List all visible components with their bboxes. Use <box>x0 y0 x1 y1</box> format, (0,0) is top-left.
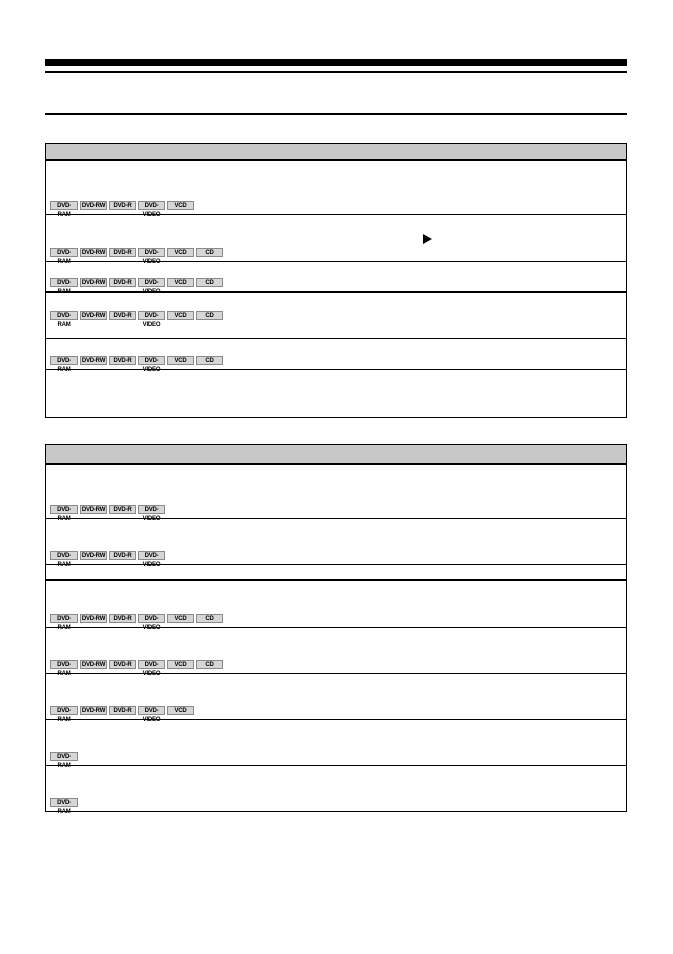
table-row <box>46 161 626 218</box>
vcd-badge: VCD <box>167 201 194 210</box>
dvd-video-badge: DVD-VIDEO <box>138 201 165 210</box>
dvd-ram-badge: DVD-RAM <box>50 798 78 807</box>
table-row <box>46 628 626 677</box>
vcd-badge: VCD <box>167 706 194 715</box>
dvd-rw-badge: DVD-RW <box>81 280 106 286</box>
disc-badges <box>50 278 223 295</box>
dvd-ram-badge: DVD-RAM <box>50 660 78 669</box>
dvd-rw-badge: DVD-RW <box>81 313 106 319</box>
dvd-video-badge: DVD-VIDEO <box>138 660 165 669</box>
table-row <box>46 339 626 373</box>
dvd-rw-badge: DVD-RW <box>81 553 106 559</box>
table-row <box>46 720 626 769</box>
table-1 <box>45 143 627 418</box>
vcd-badge: VCD <box>167 278 194 287</box>
table-row <box>46 370 626 417</box>
disc-badges <box>50 356 223 373</box>
dvd-video-badge: DVD-VIDEO <box>138 551 165 560</box>
dvd-video-badge: DVD-VIDEO <box>138 706 165 715</box>
cd-badge: CD <box>196 311 223 320</box>
dvd-video-badge: DVD-VIDEO <box>138 505 165 514</box>
dvd-r-badge: DVD-R <box>109 614 136 623</box>
vcd-badge: VCD <box>167 311 194 320</box>
cd-badge: CD <box>196 278 223 287</box>
table-row <box>46 465 626 522</box>
table-2 <box>45 444 627 815</box>
dvd-r-badge: DVD-R <box>109 248 136 257</box>
table-row <box>46 766 626 815</box>
dvd-video-badge: DVD-VIDEO <box>138 278 165 287</box>
table-row <box>46 262 626 293</box>
table-1-header <box>46 144 626 161</box>
cd-badge: CD <box>196 248 223 257</box>
disc-badges <box>50 752 78 769</box>
table-row <box>46 674 626 723</box>
disc-badges <box>50 201 194 218</box>
table-2-header <box>46 445 626 465</box>
dvd-ram-badge: DVD-RAM <box>50 201 78 210</box>
cd-badge: CD <box>196 660 223 669</box>
table-row <box>46 519 626 568</box>
top-thick-rule <box>45 59 627 66</box>
vcd-badge: VCD <box>167 356 194 365</box>
dvd-video-badge: DVD-VIDEO <box>138 311 165 320</box>
dvd-r-badge: DVD-R <box>109 311 136 320</box>
dvd-ram-badge: DVD-RAM <box>50 248 78 257</box>
dvd-video-badge: DVD-VIDEO <box>138 614 165 623</box>
dvd-rw-badge: DVD-RW <box>81 358 106 364</box>
dvd-ram-badge: DVD-RAM <box>50 311 78 320</box>
dvd-ram-badge: DVD-RAM <box>50 614 78 623</box>
vcd-badge: VCD <box>167 614 194 623</box>
disc-badges <box>50 248 223 265</box>
dvd-ram-badge: DVD-RAM <box>50 706 78 715</box>
disc-badges <box>50 311 223 328</box>
dvd-ram-badge: DVD-RAM <box>50 551 78 560</box>
dvd-ram-badge: DVD-RAM <box>50 505 78 514</box>
dvd-ram-badge: DVD-RAM <box>50 278 78 287</box>
disc-badges <box>50 551 165 568</box>
table-row <box>46 565 626 581</box>
dvd-r-badge: DVD-R <box>109 660 136 669</box>
dvd-r-badge: DVD-R <box>109 356 136 365</box>
dvd-ram-badge: DVD-RAM <box>50 356 78 365</box>
disc-badges <box>50 614 223 631</box>
table-row <box>46 293 626 339</box>
dvd-rw-badge: DVD-RW <box>81 250 106 256</box>
disc-badges <box>50 798 78 815</box>
dvd-r-badge: DVD-R <box>109 706 136 715</box>
dvd-r-badge: DVD-R <box>109 278 136 287</box>
table-row <box>46 581 626 631</box>
dvd-rw-badge: DVD-RW <box>81 708 106 714</box>
dvd-ram-badge: DVD-RAM <box>50 752 78 761</box>
disc-badges <box>50 505 165 522</box>
disc-badges <box>50 660 223 677</box>
dvd-r-badge: DVD-R <box>109 505 136 514</box>
dvd-r-badge: DVD-R <box>109 201 136 210</box>
dvd-rw-badge: DVD-RW <box>81 616 106 622</box>
table-row <box>46 215 626 265</box>
top-thin-rule <box>45 71 627 73</box>
dvd-video-badge: DVD-VIDEO <box>138 248 165 257</box>
vcd-badge: VCD <box>167 248 194 257</box>
dvd-rw-badge: DVD-RW <box>81 203 106 209</box>
cd-badge: CD <box>196 356 223 365</box>
dvd-video-badge: DVD-VIDEO <box>138 356 165 365</box>
cd-badge: CD <box>196 614 223 623</box>
dvd-rw-badge: DVD-RW <box>81 662 106 668</box>
play-arrow-icon <box>423 234 432 244</box>
dvd-r-badge: DVD-R <box>109 551 136 560</box>
vcd-badge: VCD <box>167 660 194 669</box>
section-rule <box>45 113 627 115</box>
disc-badges <box>50 706 194 723</box>
dvd-rw-badge: DVD-RW <box>81 507 106 513</box>
